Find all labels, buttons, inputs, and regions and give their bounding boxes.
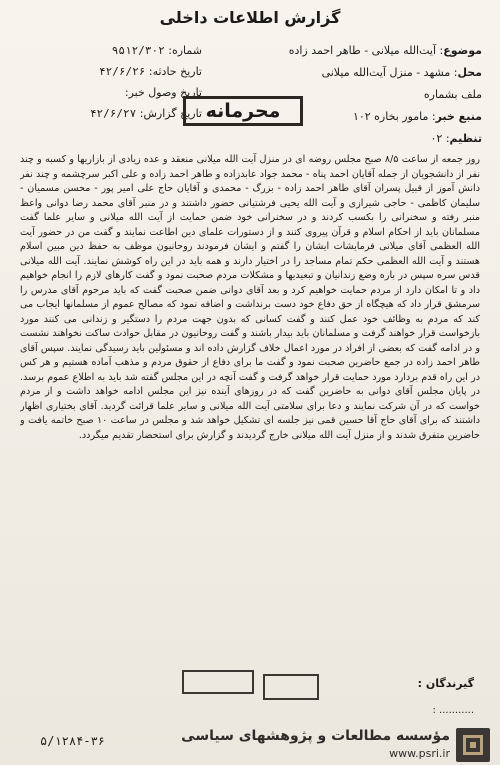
meta-value: ۹۵۱۲/۳۰۲ [111,44,165,57]
meta-label: تاریخ گزارش [143,107,202,120]
meta-value: ۴۲/۶/۲۷ [89,107,137,120]
report-meta-right [272,40,482,150]
meta-compiled: تنظیم: ۰۲ [430,132,482,145]
meta-value: ۴۲/۶/۲۶ [99,65,146,78]
meta-report-date: تاریخ گزارش: ۴۲/۶/۲۷ [89,107,202,120]
meta-value: مامور بخاره ۱۰۲ [352,110,429,123]
meta-label: تاریخ حادثه [152,65,202,78]
institute-name: مؤسسه مطالعات و پژوهشهای سیاسی [181,728,450,744]
report-body-text: روز جمعه از ساعت ۸/۵ صبح مجلس روضه ای در منزل آیت الله میلانی منعقد و عده زیادی از بازاریها و کسبه و چند نفر از دانشجویان از جمله آقایان احمد پناه - محمد جواد عابدزاده و طاهر احمد زاده و علی اکبر سرچشمه و چند نفر دانش آموز از قبیل پسران آقای طاهر احمد زاده - بزرگ - محمدی و آقایان حاج علی امیر پور - محسن مسمیان - سلیمان کاظمی - حاجی شیرازی و آیت الله یحیی فرشتیانی حضور داشتند و در منبر آقای محمد رضا دوانی واعظ منبر رفته و سخنرانی را بکسب کردند و در سخنرانی خود ضمن حمایت از آیت الله میلانی و سایر علما گفت مسلمانان باید از احکام اسلام و قرآن پیروی کنند و از دستورات علمای دین اطاعت نمایند و گفت من در حضور آیت الله العظمی آقای میلانی فرمایشات ایشان را گفتم و ایشان فرمودند روحانیون موظف به حفظ دین مبین اسلام هستند و آیت الله العظمی حکم تمام مساجد را در اختیار دارند و همه باید در این راه کوشش نمایند. آیت الله میلانی قدس سره سپس در باره وضع زندانیان و تبعیدیها و مشکلات مردم صحبت نمود و گفت کارهای لازم را انجام خواهیم داد و تا امکان دارد از مردم حمایت خواهیم کرد و بعد آقای دوانی ضمن صحبت گفت که باید مرحوم آقای مدرس را سرمشق قرار داد که هیچگاه از حق دفاع خود دست برنداشت و اضافه نمود که مصالح عموم از مسلمانها ایجاب می کند که مردم به وظائف خود عمل کنند و گفت کسانی که بدون جهت مردم را دستگیر و زندانی می کنند مورد بازخواست قرار خواهند گرفت و مسلمانان باید بیدار باشند و گفت روحانیون در مقابل حوادث ساکت نخواهند نشست و در ادامه گفت که بعضی از افراد در مورد اعمال خلاف گزارش داده اند و مسئولین باید رسیدگی نمایند. سپس آقای طاهر احمد زاده در جمع حاضرین صحبت نمود و گفت ما برای دفاع از حقوق مردم و مذهب آماده هستیم و هر کس در این راه قدم بردارد مورد حمایت قرار خواهد گرفت و گفت آنچه در این مجلس گفته شد باید به اطلاع عموم برسد. در پایان مجلس آقای دوانی به حاضرین گفت که در روزهای آینده نیز این مجلس ادامه خواهد داشت و از مردم خواست که در آن شرکت نمایند و دعا برای سلامتی آیت الله میلانی و سایر علما قرائت گردید. آقای بختیاری اظهار داشتند که برای آقای حاج آقا حسین قمی نیز جلسه ای تشکیل خواهد شد و مجلس در ساعت ۱۰ صبح خاتمه یافت و حاضرین متفرق شدند و از منزل آیت الله میلانی خارج گردیدند و گزارش برای استحضار تقدیم میگردد. [20,154,480,441]
meta-number: شماره: ۹۵۱۲/۳۰۲ [111,44,202,57]
report-meta-left [22,40,202,124]
recipients-line: ........... : [432,705,474,716]
meta-label: تنظیم [449,132,482,145]
meta-incident-date: تاریخ حادثه: ۴۲/۶/۲۶ [99,65,202,78]
meta-value: آیت‌الله میلانی - طاهر احمد زاده [288,44,437,57]
meta-label: شماره [171,44,202,57]
meta-location: محل: مشهد - منزل آیت‌الله میلانی [321,66,482,79]
official-seal-stamp [263,674,319,700]
meta-label: محل [457,66,482,79]
meta-label: تاریخ وصول خبر [128,86,202,99]
meta-subject: موضوع: آیت‌الله میلانی - طاهر احمد زاده [288,44,482,57]
meta-source: منبع خبر: مامور بخاره ۱۰۲ [352,110,482,123]
meta-value: ملف بشماره [423,88,482,101]
institute-url[interactable]: www.psri.ir [389,747,450,760]
meta-value: مشهد - منزل آیت‌الله میلانی [321,66,451,79]
confidential-stamp: محرمانه [183,96,303,126]
institute-logo-icon [456,728,490,762]
meta-label: منبع خبر [435,110,482,123]
meta-file [272,84,482,106]
meta-label: موضوع [443,44,482,57]
meta-value: ۰۲ [430,132,443,145]
recipients-label: گیرندگان : [417,677,474,690]
official-seal-stamp [182,670,254,694]
document-number: ۵/۱۲۸۴-۳۶ [40,734,106,748]
archive-watermark [110,728,490,762]
report-title: گزارش اطلاعات داخلی [159,8,341,27]
meta-received-date: تاریخ وصول خبر: [124,86,202,99]
